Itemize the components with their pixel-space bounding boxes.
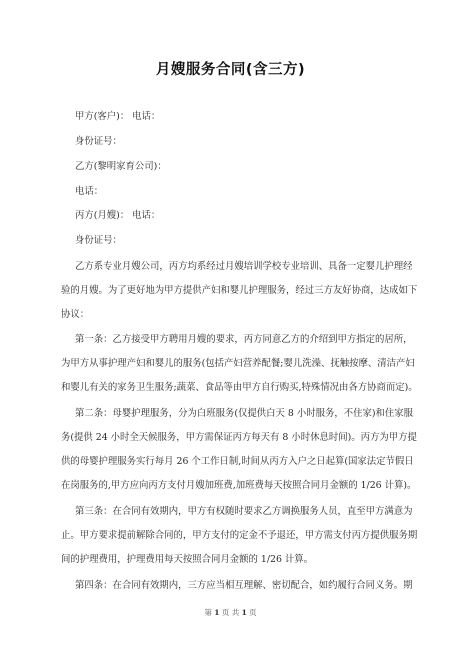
paragraph-line: 间的护理费用，护理费用每天按照合同月金额的 1/26 计算。: [61, 554, 314, 565]
paragraph-line: 第四条：在合同有效期内，三方应当相互理解、密切配合，如约履行合同义务。期: [75, 580, 413, 591]
party-b-field: 乙方(黎明家育公司)：: [75, 161, 167, 172]
paragraph-line: 第一条：乙方接受甲方聘用月嫂的要求，丙方同意乙方的介绍到甲方指定的居所，: [75, 334, 413, 345]
paragraph-line: 止。甲方要求提前解除合同的，甲方支付的定金不予退还，甲方需支付丙方提供服务期: [61, 530, 418, 541]
paragraph-line: 供的母婴护理服务实行每月 26 个工作日制,时间从丙方入户之日起算(国家法定节假日: [61, 456, 414, 467]
party-c-id-field: 身份证号：: [75, 235, 122, 246]
paragraph-line: 为甲方从事护理产妇和婴儿的服务(包括产妇营养配餐;婴儿洗澡、抚触按摩、清洁产妇: [61, 358, 415, 369]
footer-suffix: 页: [246, 608, 257, 617]
footer-middle: 页 共: [219, 608, 242, 617]
paragraph-line: 协议：: [61, 309, 90, 320]
footer-prefix: 第: [204, 608, 215, 617]
paragraph-line: 第二条：母婴护理服务，分为白班服务(仅提供白天 8 小时服务，不住家)和住家服: [75, 408, 413, 419]
party-a-field: 甲方(客户)： 电话：: [75, 111, 161, 122]
paragraph-line: 验的月嫂。为了更好地为甲方提供产妇和婴儿护理服务，经过三方友好协商，达成如下: [61, 285, 418, 296]
paragraph-line: 在岗服务的,甲方应向丙方支付月嫂加班费,加班费每天按照合同月金额的 1/26 计算)。: [61, 480, 417, 491]
paragraph-line: 务(提供 24 小时全天候服务，甲方需保证丙方每天有 8 小时休息时间)。丙方为甲方提: [61, 432, 417, 443]
paragraph-line: 乙方系专业月嫂公司，丙方均系经过月嫂培训学校专业培训、具备一定婴儿护理经: [75, 261, 413, 272]
page-footer: [0, 607, 461, 618]
footer-current-page: 1: [214, 608, 220, 617]
document-title: 月嫂服务合同(含三方): [155, 62, 306, 78]
footer-total-pages: 1: [241, 608, 247, 617]
paragraph-line: 第三条：在合同有效期内，甲方有权随时要求乙方调换服务人员，直至甲方满意为: [75, 506, 413, 517]
party-a-id-field: 身份证号：: [75, 136, 122, 147]
party-b-phone-field: 电话：: [75, 186, 104, 197]
party-c-field: 丙方(月嫂)： 电话：: [75, 210, 161, 221]
paragraph-line: 和婴儿有关的家务卫生服务;蔬菜、食品等由甲方自行购买,特殊情况由各方协商而定)。: [61, 382, 418, 393]
